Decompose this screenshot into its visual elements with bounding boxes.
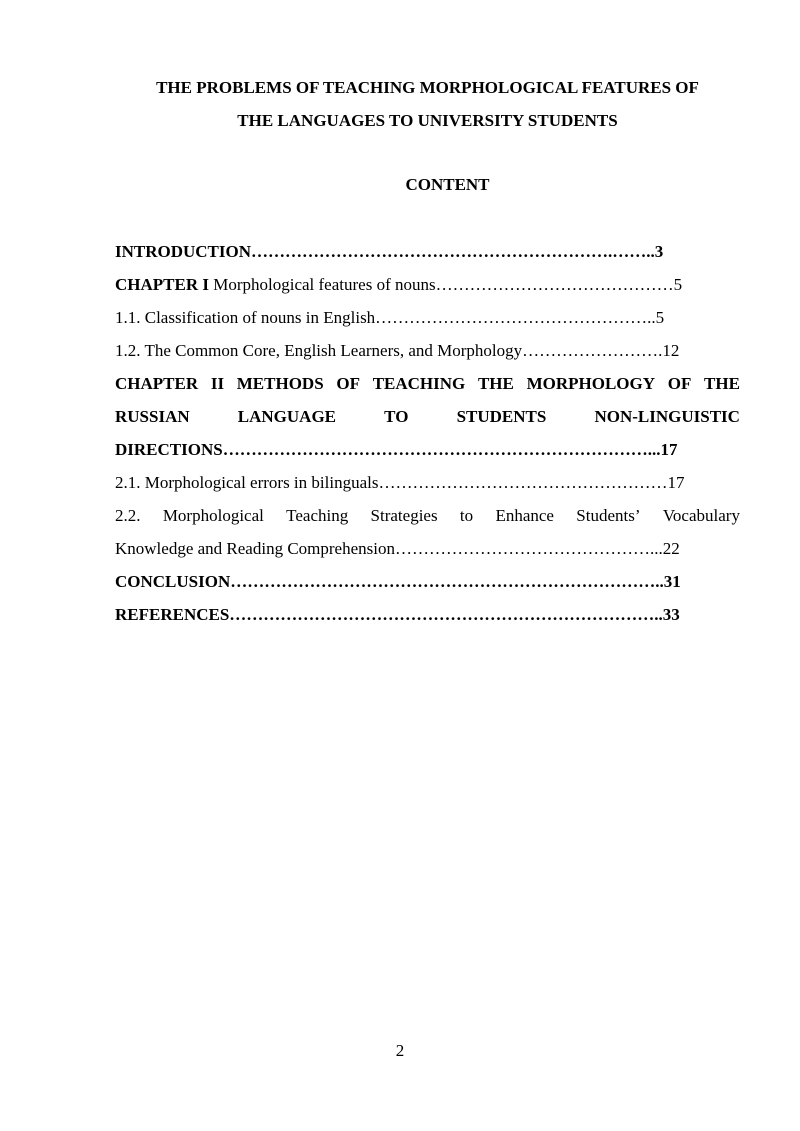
table-of-contents bbox=[115, 235, 740, 631]
item-2-2-word: Enhance bbox=[495, 506, 554, 525]
chapter-1-title: Morphological features of nouns……………………………………5 bbox=[208, 275, 683, 294]
toc-entry-2-2[interactable] bbox=[115, 499, 740, 565]
chapter-2-word: NON-LINGUISTIC bbox=[594, 407, 740, 426]
chapter-2-word: OF bbox=[667, 374, 692, 393]
chapter-2-word: LANGUAGE bbox=[237, 407, 337, 426]
chapter-2-word: STUDENTS bbox=[456, 407, 547, 426]
chapter-2-word: THE bbox=[477, 374, 514, 393]
chapter-1-label: CHAPTER I bbox=[115, 275, 209, 294]
toc-entry-references[interactable]: REFERENCES…………………………………………………………………..33 bbox=[115, 605, 680, 624]
toc-entry-1-1[interactable]: 1.1. Classification of nouns in English…………………………………………..5 bbox=[115, 308, 665, 327]
chapter-2-line-2 bbox=[115, 400, 740, 433]
item-2-2-word: to bbox=[459, 506, 474, 525]
item-2-2-word: Strategies bbox=[370, 506, 438, 525]
chapter-2-word: II bbox=[210, 374, 225, 393]
toc-entry-2-1[interactable]: 2.1. Morphological errors in bilinguals……………………………………………17 bbox=[115, 473, 685, 492]
item-2-2-word: Teaching bbox=[286, 506, 349, 525]
chapter-2-word: TEACHING bbox=[372, 374, 466, 393]
toc-entry-introduction[interactable]: INTRODUCTION……………………………………………………….……..3 bbox=[115, 242, 664, 261]
toc-entry-chapter-1[interactable] bbox=[115, 268, 740, 301]
item-2-2-word: Morphological bbox=[162, 506, 264, 525]
title-line-2: THE LANGUAGES TO UNIVERSITY STUDENTS bbox=[237, 111, 618, 130]
chapter-2-word: METHODS bbox=[236, 374, 324, 393]
chapter-2-word: TO bbox=[384, 407, 409, 426]
chapter-2-word: RUSSIAN bbox=[115, 407, 190, 426]
chapter-2-word: CHAPTER bbox=[115, 374, 199, 393]
document-title bbox=[115, 71, 740, 137]
item-2-2-line-1 bbox=[115, 499, 740, 532]
item-2-2-word: Students’ bbox=[576, 506, 641, 525]
item-2-2-word: Vocabulary bbox=[662, 506, 740, 525]
chapter-2-line-1 bbox=[115, 367, 740, 400]
item-2-2-line-2: Knowledge and Reading Comprehension………………………………………...22 bbox=[115, 539, 680, 558]
title-line-1: THE PROBLEMS OF TEACHING MORPHOLOGICAL FEATURES OF bbox=[156, 78, 699, 97]
content-heading: CONTENT bbox=[405, 175, 490, 194]
toc-entry-conclusion[interactable]: CONCLUSION…………………………………………………………………..31 bbox=[115, 572, 681, 591]
chapter-2-word: THE bbox=[704, 374, 740, 393]
toc-entry-chapter-2[interactable] bbox=[115, 367, 740, 466]
chapter-2-word: OF bbox=[336, 374, 360, 393]
page-number: 2 bbox=[395, 1041, 405, 1060]
chapter-2-line-3: DIRECTIONS…………………………………………………………………...17 bbox=[115, 440, 678, 459]
chapter-2-word: MORPHOLOGY bbox=[526, 374, 656, 393]
toc-entry-1-2[interactable]: 1.2. The Common Core, English Learners, and Morphology…………………….12 bbox=[115, 341, 680, 360]
item-2-2-word: 2.2. bbox=[115, 506, 141, 525]
